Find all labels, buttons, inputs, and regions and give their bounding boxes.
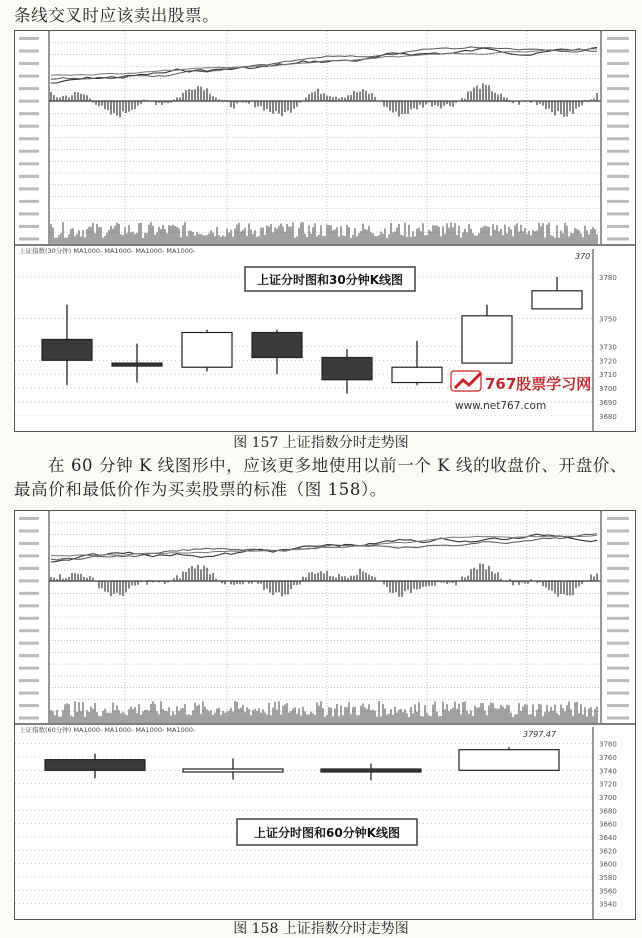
kline-label: 上证分时图和30分钟K线图 [257,273,403,287]
svg-text:3640: 3640 [599,834,617,842]
candle-body [392,367,442,382]
body-paragraph: 在 60 分钟 K 线图形中，应该更多地使用以前一个 K 线的收盘价、开盘价、最高价和最低价作为买卖股票的标准（图 158）。 [14,456,628,499]
svg-text:3700: 3700 [599,385,617,394]
kline-label: 上证分时图和60分钟K线图 [254,826,400,840]
watermark-brand: 767股票学习网 [485,375,592,393]
intro-line: 条线交叉时应该卖出股票。 [14,6,220,25]
svg-text:3720: 3720 [599,780,617,789]
svg-text:3760: 3760 [599,754,617,762]
figure-158 [14,510,636,920]
svg-text:3600: 3600 [599,860,617,869]
svg-text:3780: 3780 [599,740,617,749]
ma-legend: 上证指数(30分钟) MA1000- MA1000- MA1000- MA1000- [19,247,196,255]
svg-text:3680: 3680 [599,807,617,816]
caption-158: 图 158 上证指数分时走势图 [233,921,409,937]
top-right-value: 370 [575,252,591,261]
svg-text:3540: 3540 [599,900,617,909]
intraday-panel [15,31,635,244]
candle-body [532,291,582,309]
figure-158-canvas [15,511,635,919]
svg-text:3580: 3580 [599,874,617,882]
candle-body [462,316,512,363]
svg-text:3700: 3700 [599,794,617,802]
svg-text:3710: 3710 [599,371,617,380]
svg-text:3730: 3730 [599,343,617,352]
candle-body [183,769,283,772]
svg-text:3560: 3560 [599,887,617,896]
svg-text:3740: 3740 [599,767,617,776]
candle-body [182,332,232,367]
watermark [451,371,591,412]
candle-body [42,339,92,360]
kline-panel [15,727,617,919]
svg-text:3680: 3680 [599,412,617,421]
svg-text:3620: 3620 [599,847,617,856]
svg-text:3780: 3780 [599,273,617,282]
kline-panel [15,249,617,431]
figure-157 [14,30,636,432]
ma-legend: 上证指数(60分钟) MA1000- MA1000- MA1000- MA1000- [19,726,196,734]
intraday-panel [15,511,635,723]
candle-body [459,750,559,771]
candle-body [252,332,302,357]
watermark-url: www.net767.com [455,400,547,412]
caption-157: 图 157 上证指数分时走势图 [233,435,409,451]
svg-text:3660: 3660 [599,820,617,829]
candle-body [322,358,372,380]
svg-text:3750: 3750 [599,315,617,324]
figure-157-canvas [15,31,635,431]
candle-body [45,760,145,771]
top-right-value: 3797.47 [523,730,557,739]
candle-body [112,363,162,366]
candle-body [321,769,421,772]
svg-text:3720: 3720 [599,357,617,366]
svg-text:3690: 3690 [599,398,617,407]
